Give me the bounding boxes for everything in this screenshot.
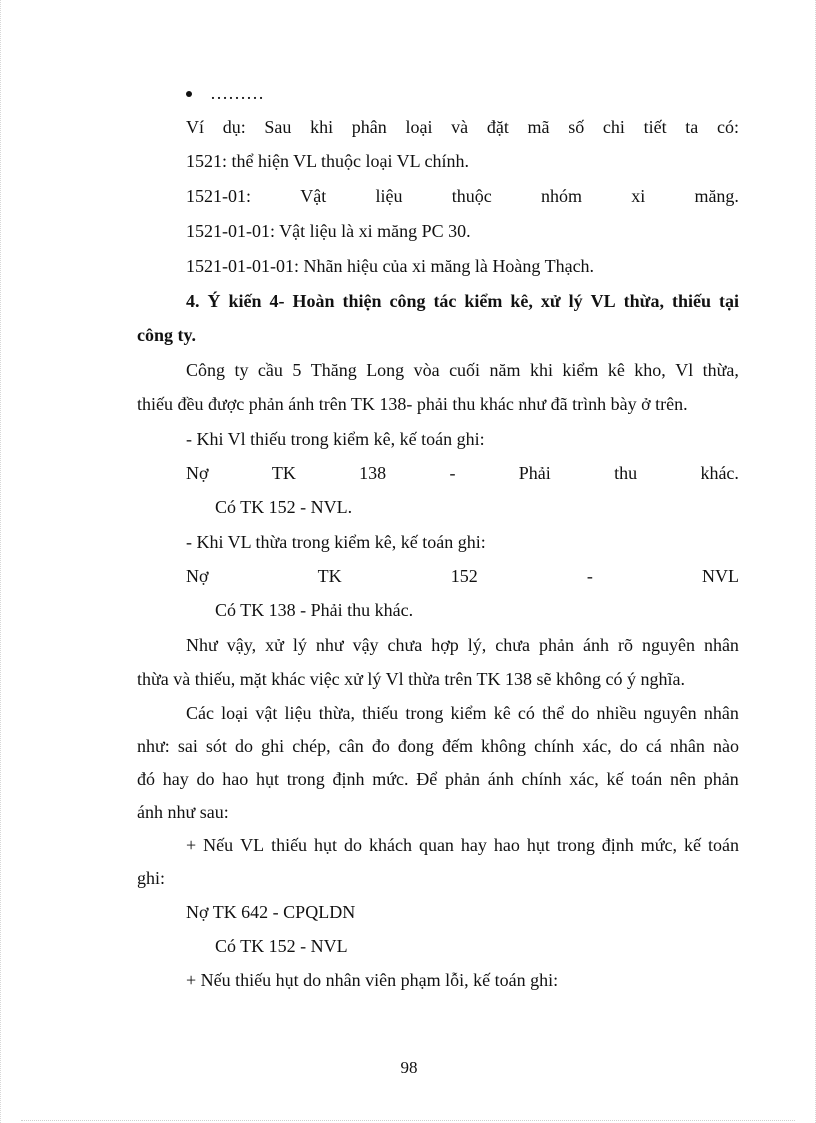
word: - <box>449 463 456 483</box>
word: ánh <box>582 635 609 655</box>
word: thiện <box>342 291 382 311</box>
word: VL <box>240 835 265 855</box>
word: hay <box>460 835 487 855</box>
case3-credit: Có TK 152 - NVL <box>215 936 348 956</box>
word: măng. <box>694 186 739 206</box>
word: hụt <box>314 835 338 855</box>
word: có: <box>716 117 739 137</box>
word: hụt <box>256 769 280 789</box>
word: nguyên <box>641 635 695 655</box>
word: phản <box>445 769 481 789</box>
word: loại <box>405 117 433 137</box>
word: thiếu <box>362 703 399 723</box>
case3-line2: ghi: <box>137 868 166 888</box>
word: vòa <box>413 360 440 380</box>
word: tại <box>718 291 739 311</box>
word: nào <box>712 736 739 756</box>
word: nhiều <box>596 703 637 723</box>
word: lý, <box>467 635 487 655</box>
word: 138 <box>359 463 387 483</box>
case2-label: - Khi VL thừa trong kiểm kê, kế toán ghi: <box>186 532 486 552</box>
word: Công <box>186 360 226 380</box>
word: Ví <box>186 117 204 137</box>
word: ty <box>234 360 249 380</box>
word: tiết <box>643 117 667 137</box>
word: ghi <box>261 736 285 756</box>
case4-label: + Nếu thiếu hụt do nhân viên phạm lỗi, kế toán ghi: <box>186 970 559 990</box>
case1-label: - Khi Vl thiếu trong kiểm kê, kế toán ghi: <box>186 429 485 449</box>
case1-credit: Có TK 152 - NVL. <box>215 497 353 517</box>
word: hợp <box>431 635 459 655</box>
word: xi <box>631 186 646 206</box>
word: phản <box>539 635 574 655</box>
para3-line1 <box>186 700 739 726</box>
case1-debit <box>186 460 739 486</box>
word: nhóm <box>540 186 582 206</box>
word: đo <box>371 736 390 756</box>
para3-line3 <box>137 766 739 792</box>
word: khác. <box>700 463 739 483</box>
word: Thăng <box>310 360 357 380</box>
para2-line1 <box>186 632 739 658</box>
word: vật <box>255 703 278 723</box>
word: chính <box>534 736 575 756</box>
word: Nợ <box>186 463 209 483</box>
word: Như <box>186 635 218 655</box>
word: do <box>196 769 215 789</box>
example-intro <box>186 114 739 140</box>
word: dụ: <box>222 117 246 137</box>
word: kiểm <box>562 360 599 380</box>
word: + <box>186 835 197 855</box>
example-line-1521-01-01-01: 1521-01-01-01: Nhãn hiệu của xi măng là Hoàng Thạch. <box>186 256 595 276</box>
word: mức. <box>372 769 409 789</box>
word: TK <box>271 463 296 483</box>
para3-line4: ánh như sau: <box>137 802 229 822</box>
bullet-item <box>186 80 739 106</box>
word: vậy, <box>226 635 257 655</box>
word: sót <box>205 736 227 756</box>
word: cân <box>338 736 364 756</box>
word: nhân <box>669 736 705 756</box>
word: Nợ <box>186 566 209 586</box>
word: ta <box>685 117 699 137</box>
word: thiếu <box>671 291 711 311</box>
word: chính <box>521 769 562 789</box>
bullet-dot-icon <box>186 91 192 97</box>
word: Sau <box>264 117 292 137</box>
word: như <box>315 635 344 655</box>
word: cá <box>645 736 662 756</box>
word: chi <box>602 117 625 137</box>
word: 152 <box>450 566 478 586</box>
word: trong <box>405 703 444 723</box>
word: toán <box>707 835 739 855</box>
word: đong <box>397 736 434 756</box>
word: kho, <box>634 360 666 380</box>
word: hao <box>493 835 520 855</box>
word: ánh <box>487 769 514 789</box>
word: và <box>451 117 469 137</box>
word: 1521-01: <box>186 186 251 206</box>
word: định <box>601 835 634 855</box>
word: toán <box>631 769 663 789</box>
word: quan <box>418 835 454 855</box>
word: Vl <box>675 360 694 380</box>
word: cuối <box>449 360 481 380</box>
word: công <box>389 291 426 311</box>
word: NVL <box>701 566 739 586</box>
word: tác <box>433 291 457 311</box>
example-line-1521-01-01: 1521-01-01: Vật liệu là xi măng PC 30. <box>186 221 471 241</box>
word: do <box>344 835 363 855</box>
word: chưa <box>387 635 423 655</box>
word: không <box>481 736 527 756</box>
word: nhân <box>703 635 739 655</box>
word: Nếu <box>203 835 234 855</box>
word: chép, <box>292 736 331 756</box>
word: Vật <box>300 186 327 206</box>
word: lý <box>568 291 583 311</box>
word: kiểm <box>450 703 487 723</box>
word: thu <box>614 463 638 483</box>
word: kế <box>606 769 624 789</box>
para3-line2 <box>137 733 739 759</box>
word: nhân <box>703 703 739 723</box>
case2-debit <box>186 563 739 589</box>
word: kiểm <box>464 291 503 311</box>
word: loại <box>221 703 249 723</box>
word: chưa <box>495 635 531 655</box>
word: phản <box>703 769 739 789</box>
para1-line2: thiếu đều được phản ánh trên TK 138- phải thu khác như đã trình bày ở trên. <box>137 394 688 414</box>
page-number: 98 <box>400 1058 418 1077</box>
word: cầu <box>257 360 283 380</box>
word: Các <box>186 703 214 723</box>
word: mức, <box>640 835 678 855</box>
word: kê <box>607 360 625 380</box>
word: hay <box>162 769 189 789</box>
word: Để <box>416 769 438 789</box>
word: số <box>568 117 585 137</box>
word: có <box>517 703 535 723</box>
word: xác, <box>569 769 599 789</box>
word: 4- <box>269 291 285 311</box>
word: do <box>619 736 638 756</box>
case3-debit: Nợ TK 642 - CPQLDN <box>186 902 356 922</box>
word: liệu <box>284 703 312 723</box>
word: do <box>571 703 590 723</box>
word: vậy <box>352 635 379 655</box>
word: rõ <box>617 635 633 655</box>
word: kê <box>493 703 511 723</box>
word: kế <box>684 835 701 855</box>
word: 5 <box>292 360 302 380</box>
word: thừa, <box>702 360 739 380</box>
word: xử <box>540 291 561 311</box>
word: 4. <box>186 291 200 311</box>
word: thừa, <box>318 703 355 723</box>
case2-credit: Có TK 138 - Phải thu khác. <box>215 600 414 620</box>
word: Hoàn <box>292 291 335 311</box>
word: Long <box>366 360 405 380</box>
word: VL <box>590 291 616 311</box>
bullet-text: ……… <box>210 83 264 103</box>
word: đếm <box>441 736 473 756</box>
word: xử <box>265 635 284 655</box>
word: thiếu <box>271 835 308 855</box>
footer-divider <box>21 1120 795 1121</box>
word: năm <box>489 360 521 380</box>
word: trong <box>286 769 325 789</box>
word: thuộc <box>451 186 492 206</box>
para2-line2: thừa và thiếu, mặt khác việc xử lý Vl thừa trên TK 138 sẽ không có ý nghĩa. <box>137 669 685 689</box>
case3-line1 <box>186 832 739 858</box>
word: mã <box>527 117 550 137</box>
word: phân <box>351 117 387 137</box>
word: khi <box>310 117 334 137</box>
word: hụt <box>526 835 550 855</box>
word: do <box>235 736 254 756</box>
example-line-1521: 1521: thể hiện VL thuộc loại VL chính. <box>186 151 469 171</box>
word: thể <box>542 703 565 723</box>
word: kê, <box>510 291 533 311</box>
word: như: <box>137 736 170 756</box>
word: Phải <box>518 463 551 483</box>
word: sai <box>177 736 198 756</box>
word: nguyên <box>643 703 697 723</box>
word: định <box>332 769 365 789</box>
word: thừa, <box>623 291 664 311</box>
word: nên <box>670 769 697 789</box>
word: đặt <box>486 117 509 137</box>
word: - <box>586 566 593 586</box>
word: lý <box>292 635 307 655</box>
word: kiến <box>228 291 262 311</box>
section-heading <box>186 288 739 314</box>
para1-line1 <box>186 357 739 383</box>
word: xác, <box>582 736 612 756</box>
word: đó <box>137 769 155 789</box>
word: khách <box>368 835 412 855</box>
word: TK <box>317 566 342 586</box>
word: hao <box>222 769 249 789</box>
example-line-1521-01 <box>186 183 739 209</box>
word: khi <box>529 360 553 380</box>
word: Ý <box>207 291 221 311</box>
word: trong <box>556 835 595 855</box>
word: liệu <box>375 186 403 206</box>
section-heading-cont: công ty. <box>137 325 197 345</box>
